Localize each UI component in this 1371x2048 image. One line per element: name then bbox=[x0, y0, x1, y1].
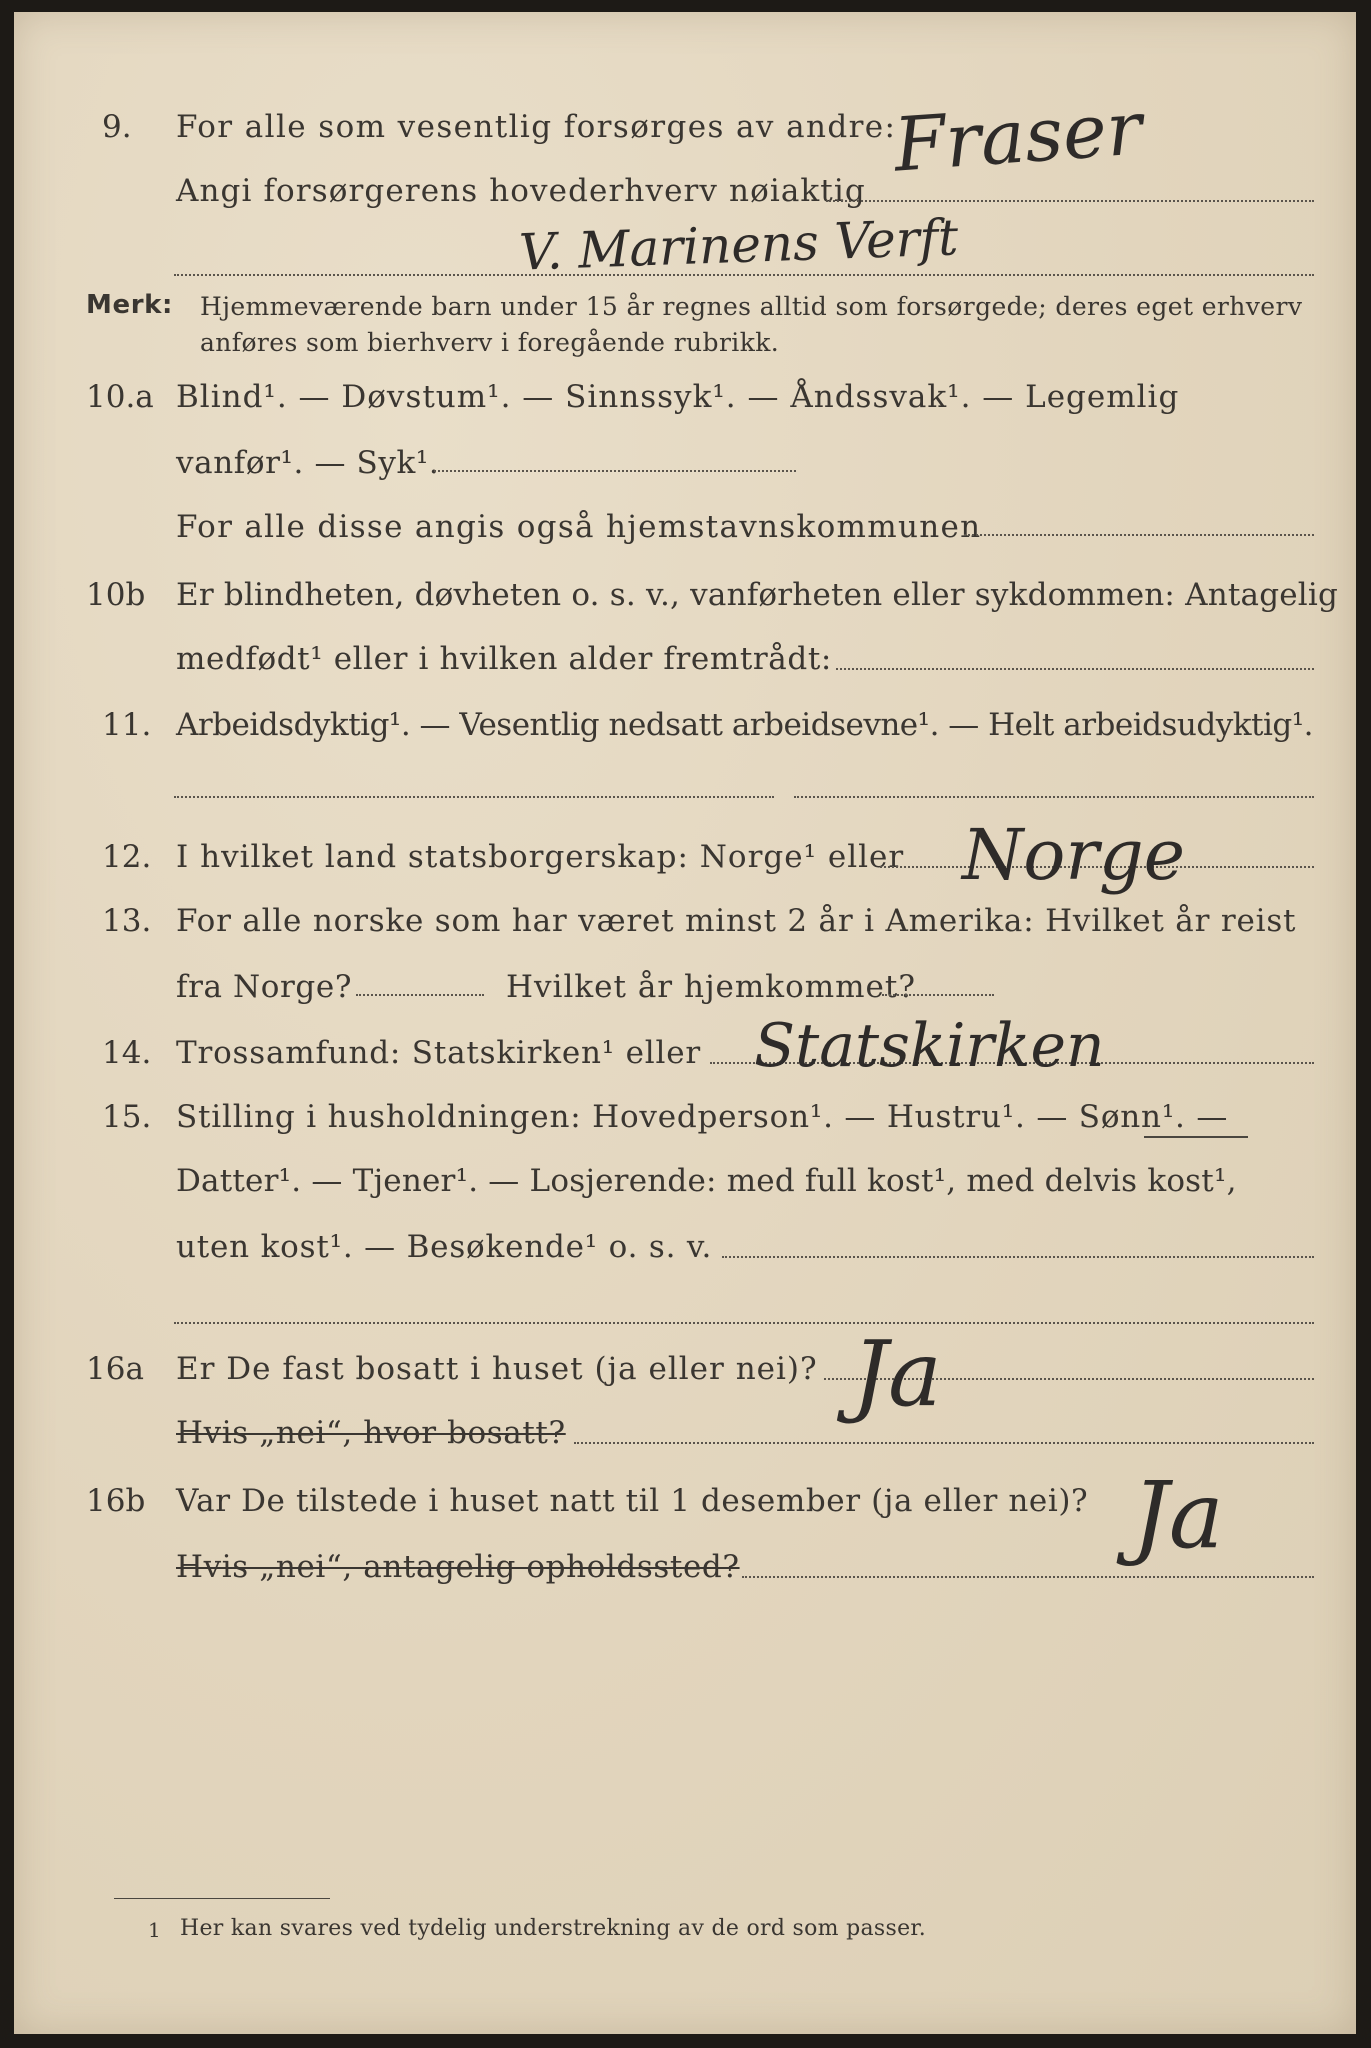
q11-line1: Arbeidsdyktig¹. — Vesentlig nedsatt arbeidsevne¹. — Helt arbeidsudyktig¹. bbox=[176, 707, 1314, 743]
q10b-line1: Er blindheten, døvheten o. s. v., vanførheten eller sykdommen: Antagelig bbox=[176, 577, 1339, 613]
q15-answer-line bbox=[722, 1256, 1314, 1258]
q10b-line2: medfødt¹ eller i hvilken alder fremtrådt: bbox=[176, 641, 832, 677]
q16b-line2: Hvis „nei“, antagelig opholdssted? bbox=[176, 1549, 740, 1585]
q13-return-answer-line bbox=[882, 994, 994, 996]
q16a-residence-answer-line bbox=[574, 1442, 1314, 1444]
q10a-line2: vanfør¹. — Syk¹. bbox=[176, 445, 440, 481]
q9-answer-line bbox=[826, 200, 1314, 202]
q9-number: 9. bbox=[102, 109, 132, 145]
q11-answer-line-left bbox=[174, 796, 774, 798]
q10b-answer-line bbox=[836, 668, 1314, 670]
q16b-line1: Var De tilstede i huset natt til 1 desember (ja eller nei)? bbox=[176, 1483, 1089, 1519]
merk-line1: Hjemmeværende barn under 15 år regnes alltid som forsørgede; deres eget erhverv bbox=[200, 292, 1303, 321]
q10a-number: 10.a bbox=[86, 379, 154, 415]
q13-departure-answer-line bbox=[356, 994, 484, 996]
footnote-text: Her kan svares ved tydelig understrekning av de ord som passer. bbox=[180, 1916, 927, 1941]
q16b-number: 16b bbox=[86, 1483, 146, 1519]
q16a-handwritten-answer: Ja bbox=[852, 1322, 942, 1427]
q15-line3: uten kost¹. — Besøkende¹ o. s. v. bbox=[176, 1229, 713, 1265]
footnote-rule bbox=[114, 1898, 330, 1899]
q15-line1: Stilling i husholdningen: Hovedperson¹. — Hustru¹. — Sønn¹. — bbox=[176, 1099, 1229, 1135]
merk-line2: anføres som bierhverv i foregående rubrikk. bbox=[200, 328, 780, 357]
q16b-location-answer-line bbox=[742, 1576, 1314, 1578]
q15-sonn-underline bbox=[1144, 1136, 1248, 1138]
q10a-line3: For alle disse angis også hjemstavnskommunen bbox=[176, 509, 982, 545]
q12-handwritten-answer: Norge bbox=[962, 814, 1186, 896]
q9-line1: For alle som vesentlig forsørges av andre: bbox=[176, 109, 897, 145]
q9-answer-line-2 bbox=[174, 274, 1314, 276]
q16a-line2: Hvis „nei“, hvor bosatt? bbox=[176, 1415, 566, 1451]
q14-line1: Trossamfund: Statskirken¹ eller bbox=[176, 1035, 701, 1071]
q15-line2: Datter¹. — Tjener¹. — Losjerende: med full kost¹, med delvis kost¹, bbox=[176, 1163, 1237, 1199]
q14-handwritten-answer: Statskirken bbox=[754, 1011, 1105, 1081]
q12-line1: I hvilket land statsborgerskap: Norge¹ eller bbox=[176, 839, 905, 875]
q9-handwritten-answer: Fraser bbox=[891, 85, 1145, 189]
q10b-number: 10b bbox=[86, 577, 146, 613]
q10a-sick-answer-line bbox=[434, 470, 796, 472]
q13-line2a: fra Norge? bbox=[176, 969, 353, 1005]
q13-number: 13. bbox=[102, 903, 152, 939]
q13-line2b: Hvilket år hjemkommet? bbox=[506, 969, 916, 1005]
footnote-mark: 1 bbox=[148, 1918, 162, 1942]
q16a-line1: Er De fast bosatt i huset (ja eller nei)? bbox=[176, 1351, 818, 1387]
q16a-number: 16a bbox=[86, 1351, 144, 1387]
q10a-line1: Blind¹. — Døvstum¹. — Sinnssyk¹. — Åndssvak¹. — Legemlig bbox=[176, 379, 1180, 415]
q16b-handwritten-answer: Ja bbox=[1132, 1462, 1224, 1569]
q15-number: 15. bbox=[102, 1099, 152, 1135]
q10a-municipality-answer-line bbox=[964, 534, 1314, 536]
q9-handwritten-answer-2: V. Marinens Verft bbox=[518, 208, 960, 282]
q11-answer-line-right bbox=[794, 796, 1314, 798]
q13-line1: For alle norske som har været minst 2 år i Amerika: Hvilket år reist bbox=[176, 903, 1297, 939]
q15-answer-line-2 bbox=[174, 1322, 1314, 1324]
q12-number: 12. bbox=[102, 839, 152, 875]
census-form-page bbox=[14, 12, 1356, 2034]
q14-number: 14. bbox=[102, 1035, 152, 1071]
q9-line2: Angi forsørgerens hovederhverv nøiaktig bbox=[176, 173, 866, 209]
merk-label: Merk: bbox=[86, 290, 174, 320]
q11-number: 11. bbox=[102, 707, 152, 743]
